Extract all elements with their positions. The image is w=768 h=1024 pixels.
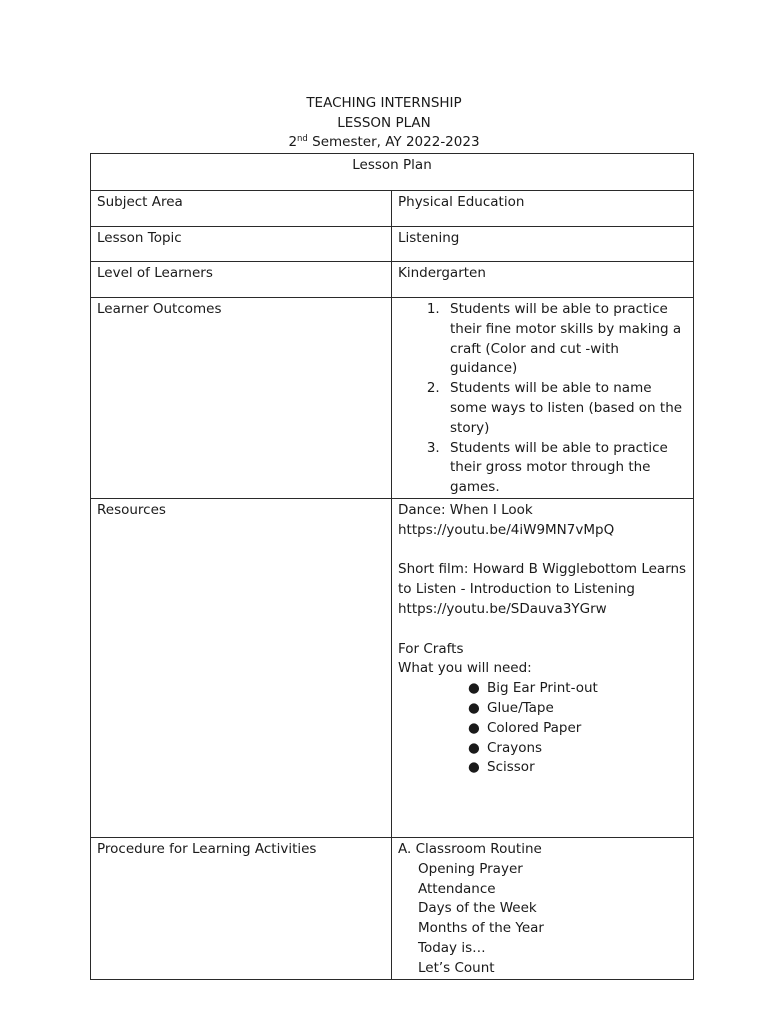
lesson-topic-label: Lesson Topic xyxy=(91,227,392,262)
outcomes-list xyxy=(398,300,687,498)
semester-number: 2 xyxy=(288,134,298,150)
dance-link: https://youtu.be/4iW9MN7vMpQ xyxy=(398,521,615,538)
procedure-step: Attendance xyxy=(418,880,496,897)
lesson-plan-table xyxy=(90,153,694,980)
header-line-internship: TEACHING INTERNSHIP xyxy=(306,95,462,111)
bullet-icon: ● xyxy=(468,719,480,736)
table-row-resources xyxy=(91,498,694,837)
table-title: Lesson Plan xyxy=(91,154,694,191)
resources-label: Resources xyxy=(91,498,392,837)
bullet-icon: ● xyxy=(468,680,480,697)
crafts-materials-list xyxy=(398,679,687,778)
crafts-intro: What you will need: xyxy=(398,660,532,677)
bullet-icon: ● xyxy=(468,759,480,776)
table-title-row xyxy=(91,154,694,191)
material-item: ● Colored Paper xyxy=(468,719,687,739)
procedure-section-a: A. Classroom Routine xyxy=(398,840,542,857)
bullet-icon: ● xyxy=(468,739,480,756)
procedure-step: Let’s Count xyxy=(418,959,495,976)
film-title: Short film: Howard B Wigglebottom Learns to Listen - Introduction to Listening xyxy=(398,561,687,598)
header-line-semester xyxy=(0,133,768,153)
material-item: ● Glue/Tape xyxy=(468,699,687,719)
procedure-step: Today is… xyxy=(418,939,486,956)
table-row-procedure xyxy=(91,837,694,979)
outcome-item: 2. Students will be able to name some ways to listen (based on the story) xyxy=(444,379,687,438)
outcome-item: 1. Students will be able to practice their fine motor skills by making a craft (Color and cut -with guidance) xyxy=(444,300,687,379)
subject-area-label: Subject Area xyxy=(91,191,392,227)
dance-title: Dance: When I Look xyxy=(398,501,533,518)
level-label: Level of Learners xyxy=(91,262,392,298)
crafts-heading: For Crafts xyxy=(398,640,464,657)
procedure-label: Procedure for Learning Activities xyxy=(91,837,392,979)
procedure-step: Opening Prayer xyxy=(418,860,523,877)
semester-text: Semester, AY 2022-2023 xyxy=(307,134,480,150)
document-header xyxy=(0,94,768,153)
semester-ordinal: nd xyxy=(297,134,308,144)
material-item: ● Crayons xyxy=(468,739,687,759)
table-row-outcomes xyxy=(91,298,694,499)
material-item: ● Scissor xyxy=(468,758,687,778)
procedure-value xyxy=(392,837,694,979)
bullet-icon: ● xyxy=(468,699,480,716)
procedure-step: Months of the Year xyxy=(418,920,544,937)
procedure-step: Days of the Week xyxy=(418,900,537,917)
outcome-item: 3. Students will be able to practice their gross motor through the games. xyxy=(444,439,687,498)
resources-value xyxy=(392,498,694,837)
table-row-level xyxy=(91,262,694,298)
subject-area-value: Physical Education xyxy=(392,191,694,227)
lesson-topic-value: Listening xyxy=(392,227,694,262)
level-value: Kindergarten xyxy=(392,262,694,298)
film-link: https://youtu.be/SDauva3YGrw xyxy=(398,600,607,617)
table-row-subject-area xyxy=(91,191,694,227)
outcomes-value xyxy=(392,298,694,499)
header-line-lesson-plan: LESSON PLAN xyxy=(337,114,431,131)
material-item: ● Big Ear Print-out xyxy=(468,679,687,699)
table-row-lesson-topic xyxy=(91,227,694,262)
outcomes-label: Learner Outcomes xyxy=(91,298,392,499)
